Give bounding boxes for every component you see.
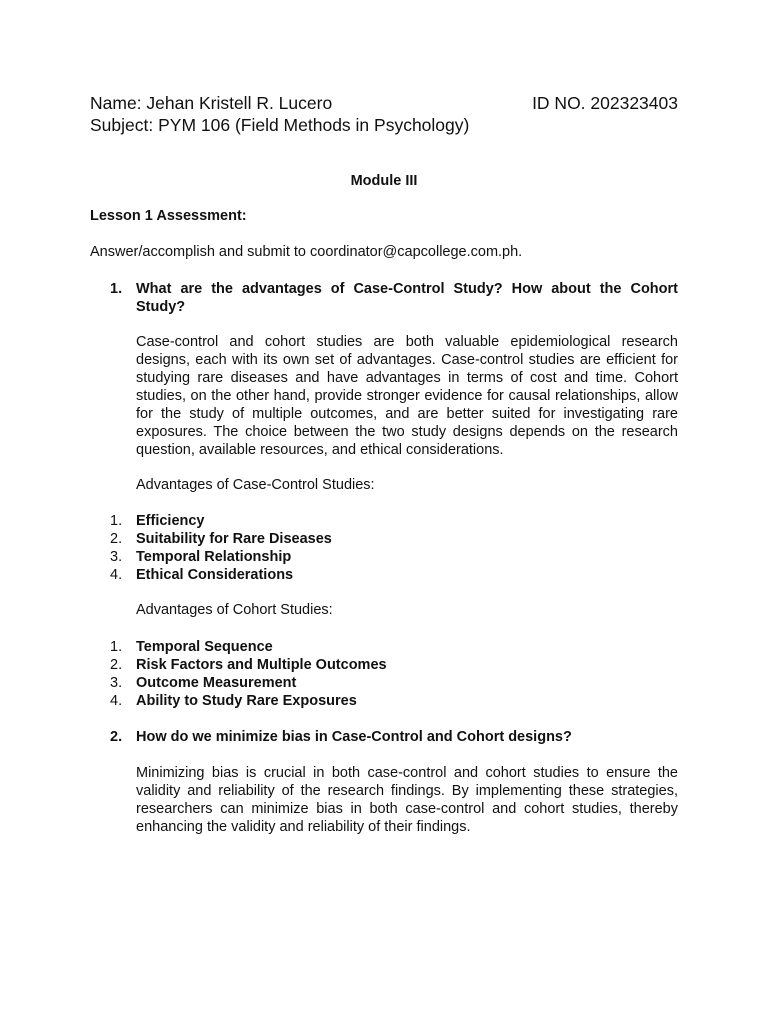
list-item-text: Temporal Sequence (136, 639, 273, 655)
case-control-advantages-list (110, 512, 332, 584)
subject-line: Subject: PYM 106 (Field Methods in Psychology) (90, 115, 470, 135)
question-text: How do we minimize bias in Case-Control and Cohort designs? (136, 729, 572, 745)
answer-2-paragraph: Minimizing bias is crucial in both case-control and cohort studies to ensure the validity and reliability of the research findings. By implementing these strategies, researchers can minimize bias in both case-control and cohort studies, thereby enhancing the validity and reliability of their findings. (136, 765, 678, 835)
list-item-text: Efficiency (136, 513, 205, 529)
list-item-text: Ethical Considerations (136, 567, 294, 583)
lesson-title: Lesson 1 Assessment: (90, 208, 247, 224)
student-name: Name: Jehan Kristell R. Lucero (90, 93, 333, 113)
header-row (90, 92, 678, 114)
question-2 (110, 728, 678, 746)
answer-1-paragraph: Case-control and cohort studies are both valuable epidemiological research designs, each with its own set of advantages. Case-control studies are efficient for studying rare diseases and have advantages in terms of cost and time. Cohort studies, on the other hand, provide stronger evidence for causal relationships, allow for the study of multiple outcomes, and are better suited for investigating rare exposures. The choice between the two study designs depends on the research question, available resources, and ethical considerations. (136, 334, 678, 458)
question-number: 2. (110, 729, 123, 745)
question-number: 1. (110, 281, 123, 297)
cohort-advantages-list (110, 638, 387, 710)
case-control-heading: Advantages of Case-Control Studies: (136, 477, 375, 493)
question-text: What are the advantages of Case-Control Study? How about the Cohort Study? (136, 281, 678, 315)
cohort-heading: Advantages of Cohort Studies: (136, 602, 333, 618)
list-item (110, 530, 332, 548)
list-item-number: 3. (110, 675, 123, 691)
question-1 (110, 280, 678, 316)
list-item-number: 2. (110, 531, 123, 547)
list-item (110, 656, 387, 674)
student-id: ID NO. 202323403 (532, 93, 678, 113)
list-item (110, 674, 387, 692)
list-item-number: 3. (110, 549, 123, 565)
list-item (110, 692, 387, 710)
list-item-text: Outcome Measurement (136, 675, 297, 691)
list-item-text: Suitability for Rare Diseases (136, 531, 332, 547)
list-item-number: 2. (110, 657, 123, 673)
document-header (90, 92, 678, 136)
list-item (110, 638, 387, 656)
list-item-text: Ability to Study Rare Exposures (136, 693, 357, 709)
list-item (110, 548, 332, 566)
list-item (110, 566, 332, 584)
list-item-text: Temporal Relationship (136, 549, 292, 565)
submission-instruction: Answer/accomplish and submit to coordinator@capcollege.com.ph. (90, 244, 523, 260)
list-item-number: 1. (110, 639, 123, 655)
list-item-number: 4. (110, 567, 123, 583)
list-item-number: 4. (110, 693, 123, 709)
list-item-text: Risk Factors and Multiple Outcomes (136, 657, 387, 673)
module-title: Module III (350, 173, 418, 189)
list-item (110, 512, 332, 530)
list-item-number: 1. (110, 513, 123, 529)
